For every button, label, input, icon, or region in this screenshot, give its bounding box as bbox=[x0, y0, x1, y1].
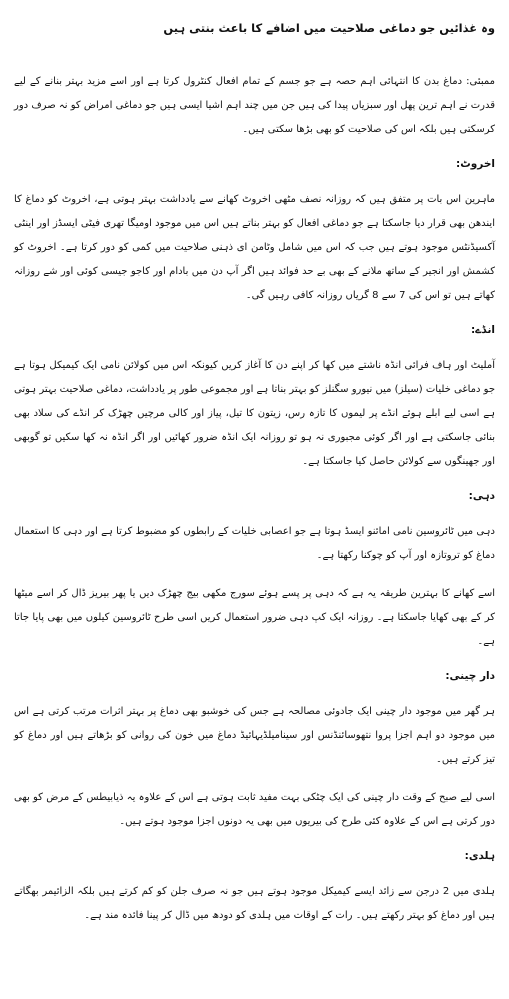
walnut-paragraph: ماہرین اس بات پر متفق ہیں کہ روزانہ نصف مٹھی اخروٹ کھانے سے یادداشت بہتر ہوتی ہے، اخروٹ کو دماغ کا ایندھن بھی قرار دیا جاسکتا ہے جو دماغی افعال کو بہتر بناتے ہیں اس میں موجود اومیگا تھری فیٹی ایسڈز اور اینٹی آکسیڈنٹس موجود ہوتے ہیں جب کہ اس میں شامل وٹامن ای ذہنی صلاحیت میں کمی کو دور کرتا ہے۔ اخروٹ کو کشمش اور انجیر کے ساتھ ملانے کے بھی بے حد فوائد ہیں اگر آپ دن میں بادام اور کاجو جیسی کوئی اور شے روزانہ کھاتے ہیں تو اس کی 7 سے 8 گریاں روزانہ کافی رہیں گی۔ bbox=[14, 194, 495, 301]
intro-paragraph: ممبئی: دماغ بدن کا انتہائی اہم حصہ ہے جو جسم کے تمام افعال کنٹرول کرتا ہے اور اسے مزید بہتر بنانے کے لیے قدرت نے اہم ترین پھل اور سبزیاں پیدا کی ہیں جن میں چند اہم اشیا ایسی ہیں جو دماغی امراض کو نہ صرف دور کرسکتی ہیں بلکہ اس کی صلاحیت کو بھی بڑھا سکتی ہیں۔ bbox=[14, 76, 495, 135]
section-walnut bbox=[14, 156, 495, 308]
cinnamon-paragraph-2: اسی لیے صبح کے وقت دار چینی کی ایک چٹکی بہت مفید ثابت ہوتی ہے اس کے علاوہ یہ ذیابیطس کے مرض کو بھی دور کرتی ہے اس کے علاوہ کئی طرح کی بیریوں میں بھی یہ دونوں اجزا موجود ہوتے ہیں۔ bbox=[14, 792, 495, 827]
section-heading-walnut: اخروٹ: bbox=[456, 158, 495, 170]
article-title: وہ غذائیں جو دماغی صلاحیت میں اضافے کا باعث بنتی ہیں bbox=[163, 21, 495, 35]
section-heading-turmeric: ہلدی: bbox=[464, 850, 495, 862]
section-heading-cinnamon: دار چینی: bbox=[445, 670, 495, 682]
section-heading-eggs: انڈے: bbox=[471, 324, 495, 336]
section-eggs bbox=[14, 322, 495, 474]
cinnamon-paragraph-1: ہر گھر میں موجود دار چینی ایک جادوئی مصالحہ ہے جس کی خوشبو بھی دماغ پر بہتر اثرات مرتب کرتی ہے اس میں موجود دو اہم اجزا پروا نتھوسائنڈنس اور سینامیلڈیہائیڈ دماغ میں خون کی روانی کو بڑھاتے ہیں اور دماغ کو تیز کرتے ہیں۔ bbox=[14, 706, 495, 765]
yogurt-paragraph-1: دہی میں ٹائروسین نامی امائنو ایسڈ ہوتا ہے جو اعصابی خلیات کے رابطوں کو مضبوط کرتا ہے اور دہی کا استعمال دماغ کو تروتازہ اور آپ کو چوکنا رکھتا ہے۔ bbox=[14, 526, 495, 561]
section-turmeric bbox=[14, 848, 495, 928]
turmeric-paragraph: ہلدی میں 2 درجن سے زائد ایسے کیمیکل موجود ہوتے ہیں جو نہ صرف جلن کو کم کرتے ہیں بلکہ الزائیمر بھگاتے ہیں اور دماغ کو بہتر رکھتے ہیں۔ رات کے اوقات میں ہلدی کو دودھ میں ڈال کر پینا فائدہ مند ہے۔ bbox=[14, 886, 495, 921]
section-heading-yogurt: دہی: bbox=[468, 490, 495, 502]
section-yogurt bbox=[14, 488, 495, 654]
section-cinnamon bbox=[14, 668, 495, 834]
yogurt-paragraph-2: اسے کھانے کا بہترین طریقہ یہ ہے کہ دہی پر پسے ہوئے سورج مکھی بیج چھڑک دیں یا پھر بیریز ڈال کر اسے میٹھا کر کے بھی کھایا جاسکتا ہے۔ روزانہ ایک کپ دہی ضرور استعمال کریں اسی طرح ٹائروسین کیلوں میں بھی پایا جاتا ہے۔ bbox=[14, 588, 495, 647]
eggs-paragraph: آملیٹ اور ہاف فرائی انڈہ ناشتے میں کھا کر اپنے دن کا آغاز کریں کیونکہ اس میں کولائن نامی ایک کیمیکل ہوتا ہے جو دماغی خلیات (سیلز) میں نیورو سگنلز کو بہتر بناتا ہے اور مجموعی طور پر یادداشت، دماغی صلاحیت بہتر ہوتی ہے اسی لیے ابلے ہوئے انڈے پر لیموں کا تازہ رس، زیتون کا تیل، پیاز اور کالی مرچیں چھڑک کر انڈے کی سلاد بھی بنائی جاسکتی ہے اور اگر کوئی مجبوری نہ ہو تو روزانہ ایک انڈہ ضرور کھائیں اور اگر انڈہ نہ کھا سکیں تو گوبھی اور جھینگوں سے کولائن حاصل کیا جاسکتا ہے۔ bbox=[14, 360, 495, 467]
